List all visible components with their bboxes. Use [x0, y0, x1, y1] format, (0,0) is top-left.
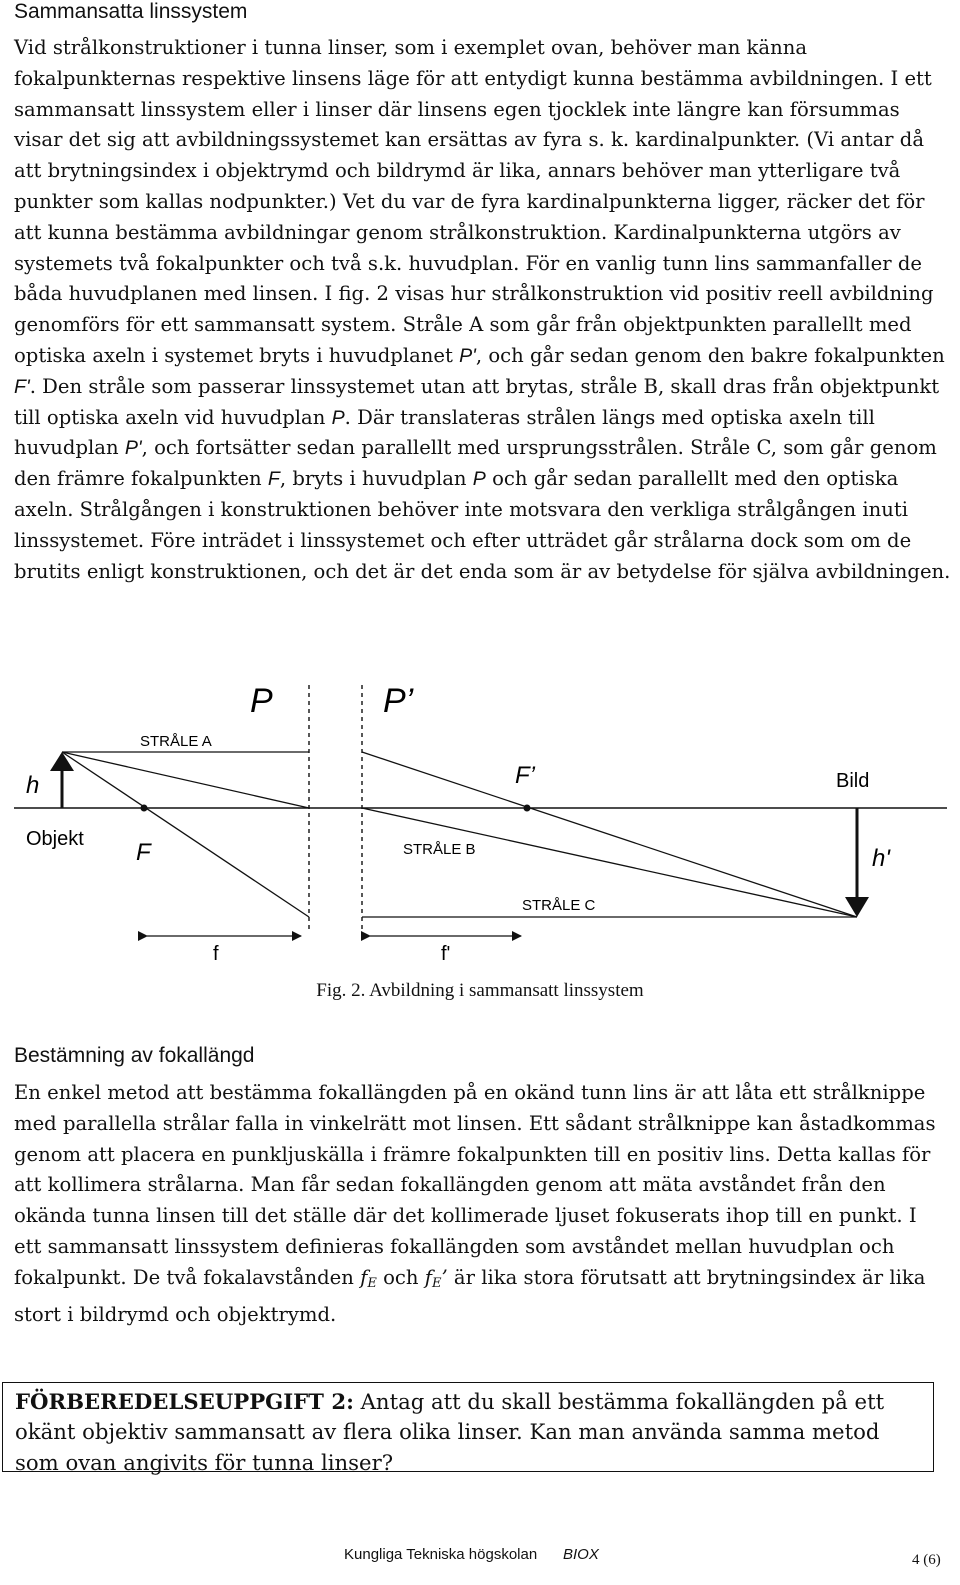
text-run: , och går sedan genom den bakre fokalpunkten [475, 343, 945, 367]
section-heading-sammansatta: Sammansatta linssystem [14, 0, 248, 23]
label-straale-a: STRÅLE A [140, 733, 212, 750]
preparation-task-box [2, 1382, 934, 1475]
paragraph-sammansatta [14, 33, 954, 587]
task-question: Antag att du skall bestämma fokallängden på ett okänt objektiv sammansatt av flera olika linser. Kan man använda samma metod som ovan angivits för tunna linser? [15, 1389, 885, 1475]
symbol-f: f [360, 1265, 368, 1289]
section-heading-fokallangd: Bestämning av fokallängd [14, 1044, 255, 1067]
label-p: P [250, 682, 273, 720]
symbol-f: F [267, 468, 280, 491]
figure-caption: Fig. 2. Avbildning i sammansatt linssystem [316, 980, 644, 1001]
symbol-f: f [424, 1265, 432, 1289]
subscript-e: E [367, 1275, 377, 1291]
text-run: . Där translateras strålen längs med optiska axeln till huvudplan [14, 405, 875, 460]
ray-b-outgoing [362, 808, 857, 917]
ray-a-outgoing [362, 752, 857, 917]
ray-b-incoming [62, 752, 309, 808]
prime-mark: ’ [441, 1265, 448, 1289]
paragraph-fokallangd [14, 1078, 944, 1330]
label-h: h [26, 772, 40, 799]
footer-project: BIOX [563, 1546, 599, 1563]
preparation-task-text [15, 1387, 921, 1478]
label-f-prime-length: f' [441, 943, 451, 965]
symbol-p-prime: P' [459, 344, 476, 367]
text-run: En enkel metod att bestämma fokallängden på en okänd tunn lins är att låta ett strålknippe med parallella strålar falla in vinkelrätt mot linsen. Ett sådant strålknippe kan åstadkommas genom att placera en punkljuskälla i främre fokalpunkten till en positiv lins. Detta kallas för att kollimera strålarna. Man får sedan fokallängden genom att mäta avståndet från den okända tunna linsen till det ställe där det kollimerade ljuset fokuserats ihop till en punkt. I ett sammansatt linssystem definieras fokallängden som avståndet mellan huvudplan och fokalpunkt. De två fokalavstånden [14, 1081, 936, 1289]
text-run: , och fortsätter sedan parallellt med ursprungsstrålen. Stråle C, som går genom den främre fokalpunkten [14, 436, 937, 491]
label-p-prime: P’ [383, 682, 414, 720]
front-focal-point [141, 805, 148, 812]
text-run: . Den stråle som passerar linssystemet utan att brytas, stråle B, skall dras från objektpunkt till optiska axeln vid huvudplan [14, 374, 940, 429]
symbol-p: P [331, 406, 345, 429]
object-arrow-head [50, 752, 74, 771]
label-straale-c: STRÅLE C [522, 897, 596, 914]
label-bild: Bild [836, 770, 870, 792]
label-objekt: Objekt [26, 828, 84, 850]
subscript-e: E [431, 1275, 442, 1291]
footer-page-number: 4 (6) [912, 1552, 941, 1568]
label-f-point: F [136, 839, 151, 866]
symbol-p: P [472, 468, 486, 491]
task-label: FÖRBEREDELSEUPPGIFT 2: [15, 1389, 354, 1414]
label-h-prime: h' [872, 845, 890, 872]
label-f-prime-point: F’ [515, 762, 535, 789]
label-straale-b: STRÅLE B [403, 841, 476, 858]
label-f-length: f [213, 943, 219, 965]
text-run: , bryts i huvudplan [279, 467, 473, 491]
text-run: Vid strålkonstruktioner i tunna linser, som i exemplet ovan, behöver man känna fokalpunkternas respektive linsens läge för att entydigt kunna bestämma avbildningen. I ett sammansatt linssystem eller i linser där linsens egen tjocklek inte längre kan försummas visar det sig att avbildningssystemet kan ersättas av fyra s. k. kardinalpunkter. (Vi antar då att brytningsindex i objektrymd och bildrymd är lika, annars behöver man ytterligare två punkter som kallas nodpunkter.) Vet du var de fyra kardinalpunkterna ligger, räcker det för att kunna bestämma avbildningar genom strålkonstruktion. Kardinalpunkterna utgörs av systemets två fokalpunkter och två s.k. huvudplan. För en vanlig tunn lins sammanfaller de båda huvudplanen med linsen. I fig. 2 visas hur strålkonstruktion vid positiv reell avbildning genomförs för ett sammansatt system. Stråle A som går från objektpunkten parallellt med optiska axeln i systemet bryts i huvudplanet [14, 36, 934, 367]
ray-c-incoming [62, 752, 309, 917]
text-run: och går sedan parallellt med den optiska axeln. Strålgången i konstruktionen behöver inte motsvara den verkliga strålgången inuti linssystemet. Före inträdet i linssystemet och efter utträdet går strålarna dock som om de brutits enligt konstruktionen, och det är det enda som är av betydelse för själva avbildningen. [14, 467, 951, 583]
symbol-p-prime: P' [124, 437, 142, 460]
footer-organization: Kungliga Tekniska högskolan [344, 1546, 538, 1563]
text-run: och [376, 1265, 425, 1289]
text-run: är lika stora förutsatt att brytningsindex är lika stort i bildrymd och objektrymd. [14, 1265, 926, 1326]
symbol-f-prime: F' [14, 375, 30, 398]
back-focal-point [524, 805, 531, 812]
ray-diagram-figure [0, 680, 960, 980]
